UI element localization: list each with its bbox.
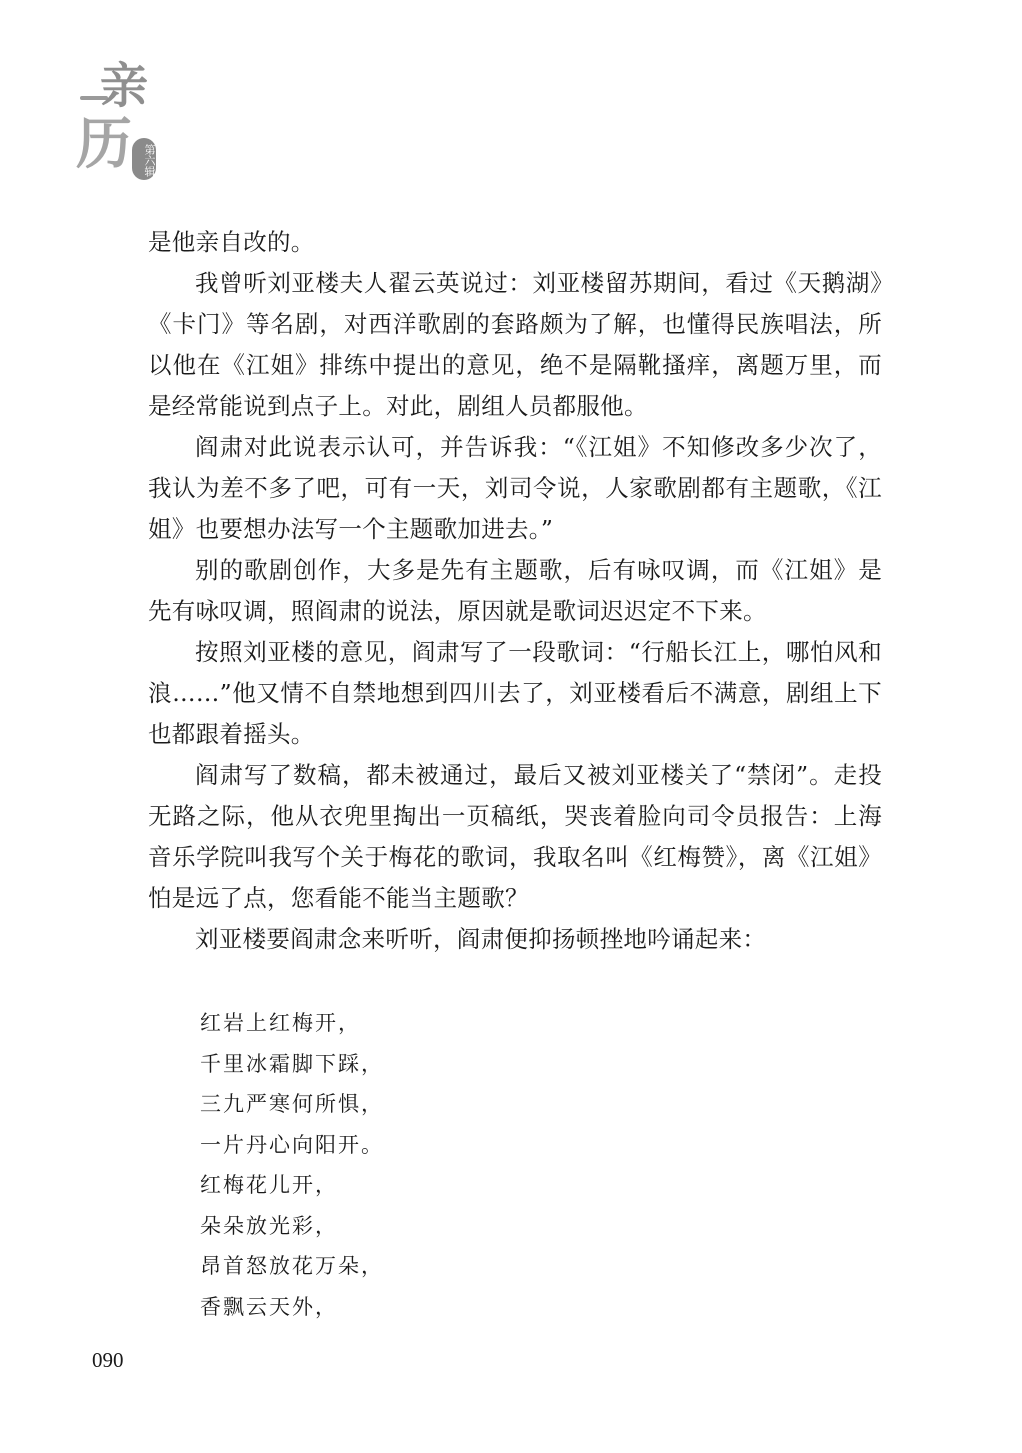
poem-line: 三九严寒何所惧， bbox=[200, 1092, 384, 1116]
paragraph: 别的歌剧创作，大多是先有主题歌，后有咏叹调，而《江姐》是先有咏叹调，照阎肃的说法，原因就是歌词迟迟定不下来。 bbox=[148, 556, 882, 625]
main-text bbox=[148, 222, 882, 960]
page-number: 090 bbox=[92, 1348, 124, 1372]
paragraph: 刘亚楼要阎肃念来听听，阎肃便抑扬顿挫地吟诵起来： bbox=[195, 925, 767, 953]
poem-line: 昂首怒放花万朵， bbox=[200, 1254, 384, 1278]
paragraph: 是他亲自改的。 bbox=[148, 228, 315, 256]
book-logo bbox=[70, 60, 165, 185]
logo-char-li: 历 bbox=[76, 111, 132, 177]
paragraph: 阎肃对此说表示认可，并告诉我：“《江姐》不知修改多少次了，我认为差不多了吧，可有一天，刘司令说，人家歌剧都有主题歌，《江姐》也要想办法写一个主题歌加进去。” bbox=[148, 433, 882, 543]
poem-line: 香飘云天外， bbox=[200, 1294, 338, 1319]
logo-char-qin: 亲 bbox=[100, 58, 149, 114]
logo-seal: 第六辑 bbox=[132, 138, 156, 180]
paragraph: 阎肃写了数稿，都未被通过，最后又被刘亚楼关了“禁闭”。走投无路之际，他从衣兜里掏出一页稿纸，哭丧着脸向司令员报告：上海音乐学院叫我写个关于梅花的歌词，我取名叫《红梅赞》，离《江姐》怕是远了点，您看能不能当主题歌？ bbox=[148, 761, 882, 912]
paragraph: 按照刘亚楼的意见，阎肃写了一段歌词：“行船长江上，哪怕风和浪……”他又情不自禁地想到四川去了，刘亚楼看后不满意，剧组上下也都跟着摇头。 bbox=[148, 638, 882, 748]
poem-line: 一片丹心向阳开。 bbox=[200, 1132, 384, 1157]
poem-line: 红岩上红梅开， bbox=[200, 1011, 361, 1035]
poem-line: 千里冰霜脚下踩， bbox=[200, 1051, 384, 1076]
poem-block bbox=[200, 1003, 700, 1327]
paragraph: 我曾听刘亚楼夫人翟云英说过：刘亚楼留苏期间，看过《天鹅湖》《卡门》等名剧，对西洋歌剧的套路颇为了解，也懂得民族唱法，所以他在《江姐》排练中提出的意见，绝不是隔靴搔痒，离题万里，而是经常能说到点子上。对此，剧组人员都服他。 bbox=[148, 269, 882, 420]
poem-line: 红梅花儿开， bbox=[200, 1173, 338, 1197]
poem-line: 朵朵放光彩， bbox=[200, 1213, 338, 1238]
